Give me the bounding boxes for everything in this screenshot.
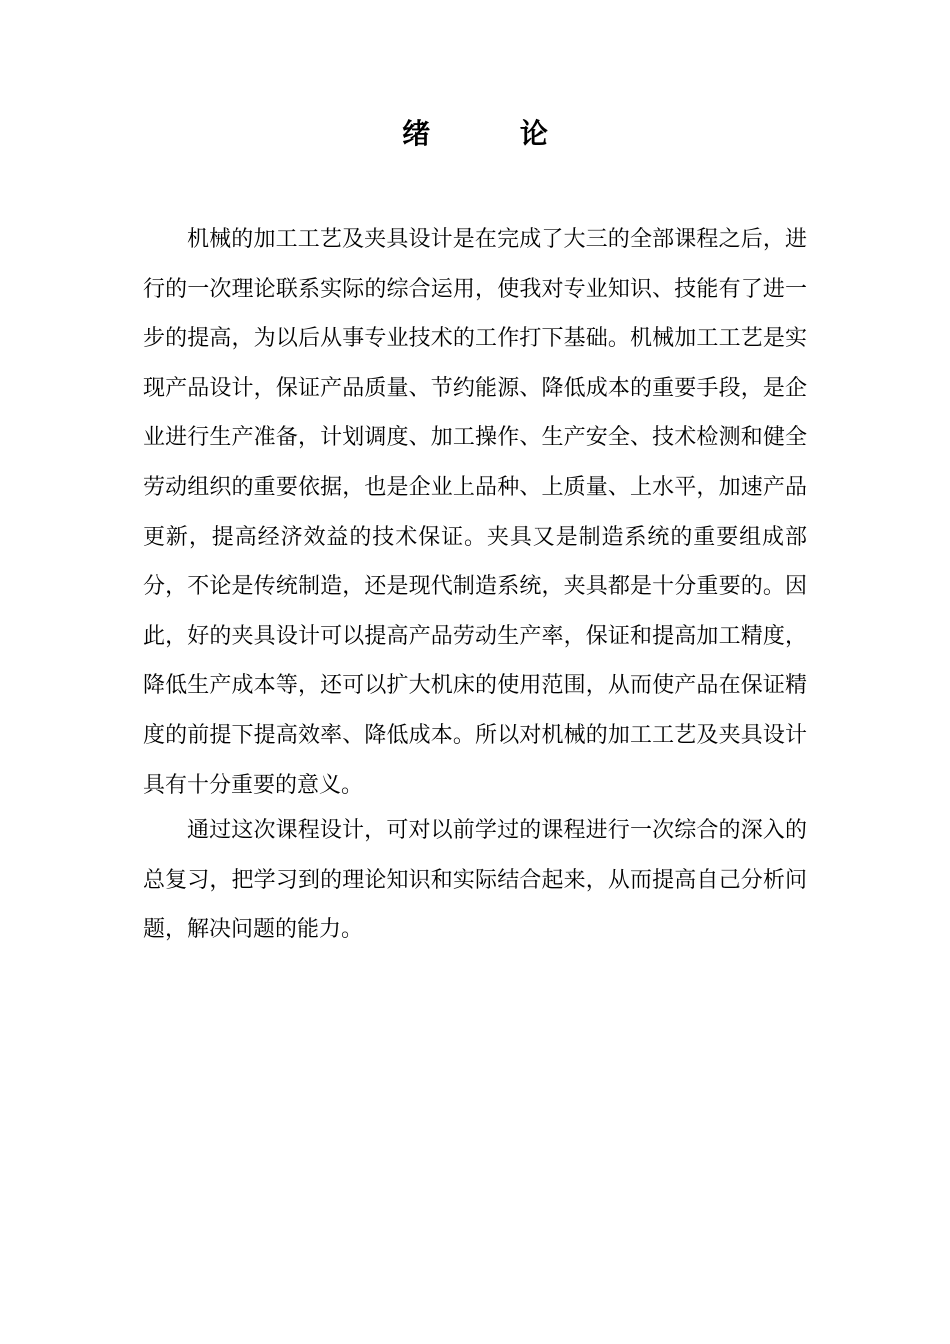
paragraph-1: 机械的加工工艺及夹具设计是在完成了大三的全部课程之后，进行的一次理论联系实际的综合运用，使我对专业知识、技能有了进一步的提高，为以后从事专业技术的工作打下基础。机械加工工艺是实现产品设计，保证产品质量、节约能源、降低成本的重要手段，是企业进行生产准备，计划调度、加工操作、生产安全、技术检测和健全劳动组织的重要依据，也是企业上品种、上质量、上水平，加速产品更新，提高经济效益的技术保证。夹具又是制造系统的重要组成部分，不论是传统制造，还是现代制造系统，夹具都是十分重要的。因此，好的夹具设计可以提高产品劳动生产率，保证和提高加工精度，降低生产成本等，还可以扩大机床的使用范围，从而使产品在保证精度的前提下提高效率、降低成本。所以对机械的加工工艺及夹具设计具有十分重要的意义。	[143, 227, 807, 798]
page-title: 绪 论	[402, 117, 588, 150]
paragraph-2: 通过这次课程设计，可对以前学过的课程进行一次综合的深入的总复习，把学习到的理论知识和实际结合起来，从而提高自己分析问题，解决问题的能力。	[143, 818, 807, 943]
